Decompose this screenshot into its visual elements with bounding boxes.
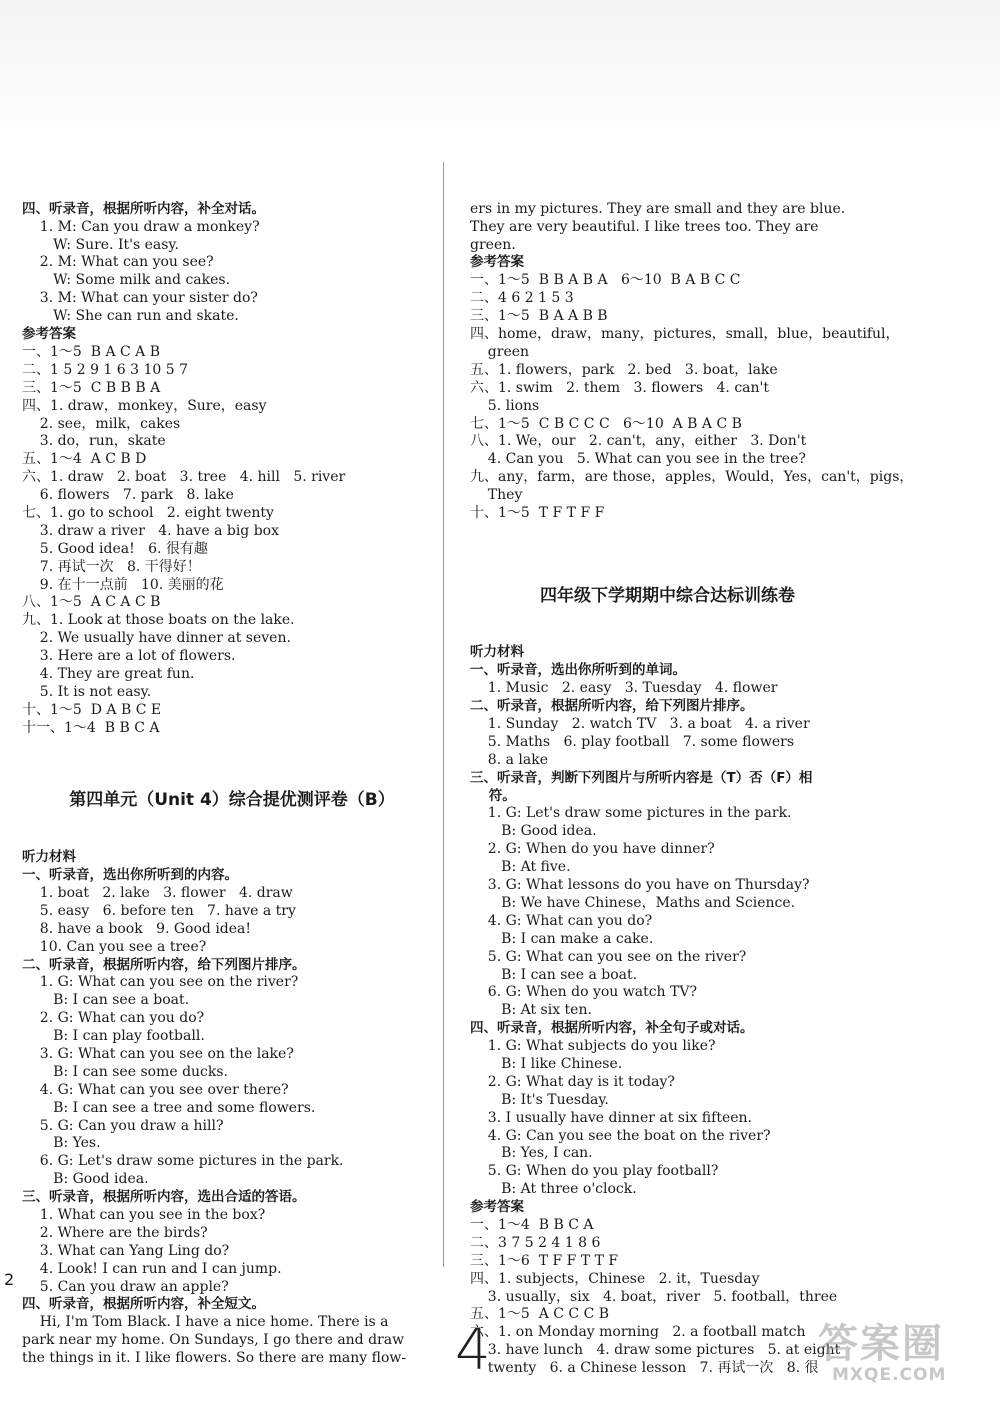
text-line: 1. boat 2. lake 3. flower 4. draw xyxy=(22,884,293,901)
text-line: 5. easy 6. before ten 7. have a try xyxy=(22,902,296,919)
text-line: 参考答案 xyxy=(22,326,76,343)
text-line: 5. G: When do you play football? xyxy=(470,1163,719,1180)
text-line: 2. G: What day is it today? xyxy=(470,1073,675,1090)
text-line: 2. G: What can you do? xyxy=(22,1010,205,1027)
text-line: 四、听录音，根据所听内容，补全对话。 xyxy=(22,200,265,217)
text-line: 2. M: What can you see? xyxy=(22,254,214,271)
section-title-unit4: 第四单元（Unit 4）综合提优测评卷（B） xyxy=(69,790,395,811)
text-line: W: Sure. It's easy. xyxy=(22,236,179,253)
text-line: B: Good idea. xyxy=(22,1171,149,1188)
text-line: 七、1. go to school 2. eight twenty xyxy=(22,504,274,521)
text-line: 五、1～5 A C C C B xyxy=(470,1306,610,1323)
text-line: twenty 6. a Chinese lesson 7. 再试一次 8. 很 xyxy=(470,1360,819,1377)
handwritten-number: 4 xyxy=(455,1318,491,1383)
text-line: B: Good idea. xyxy=(470,823,597,840)
text-line: 3. M: What can your sister do? xyxy=(22,290,258,307)
text-line: 10. Can you see a tree? xyxy=(22,938,207,955)
watermark-url: MXQE.COM xyxy=(832,1365,947,1385)
text-line: B: I can see some ducks. xyxy=(22,1063,229,1080)
text-line: 1. G: What can you see on the river? xyxy=(22,974,299,991)
text-line: B: I can see a tree and some flowers. xyxy=(22,1099,316,1116)
text-line: 1. Sunday 2. watch TV 3. a boat 4. a river xyxy=(470,716,810,733)
text-line: 3. G: What can you see on the lake? xyxy=(22,1045,294,1062)
text-line: 1. G: Let's draw some pictures in the park. xyxy=(470,805,792,822)
text-line: 四、home，draw，many，pictures，small，blue，beautiful， xyxy=(470,326,900,343)
text-line: 一、听录音，选出你所听到的内容。 xyxy=(22,867,238,884)
text-line: 1. Music 2. easy 3. Tuesday 4. flower xyxy=(470,680,778,697)
text-line: 三、1～5 B A A B B xyxy=(470,308,608,325)
text-line: 4. They are great fun. xyxy=(22,665,195,682)
text-line: 9. 在十一点前 10. 美丽的花 xyxy=(22,576,224,593)
text-line: 听力材料 xyxy=(470,644,524,661)
text-line: B: I can see a boat. xyxy=(22,992,190,1009)
right-answer-block xyxy=(470,200,914,523)
text-line: the things in it. I like flowers. So there are many flow- xyxy=(22,1350,407,1367)
text-line: green xyxy=(470,343,530,360)
text-line: 5. G: What can you see on the river? xyxy=(470,948,747,965)
text-line: 2. see，milk，cakes xyxy=(22,415,181,432)
column-divider xyxy=(443,162,444,1267)
text-line: 6. G: Let's draw some pictures in the park. xyxy=(22,1153,344,1170)
text-line: 1. M: Can you draw a monkey? xyxy=(22,218,260,235)
text-line: 一、1～5 B B A B A 6～10 B A B C C xyxy=(470,272,741,289)
text-line: park near my home. On Sundays, I go there and draw xyxy=(22,1332,405,1349)
text-line: 六、1. on Monday morning 2. a football match xyxy=(470,1324,806,1341)
text-line: 符。 xyxy=(470,787,516,804)
text-line: They xyxy=(470,487,523,504)
left-listening-block xyxy=(22,849,442,1368)
text-line: They are very beautiful. I like trees too. They are xyxy=(470,218,819,235)
text-line: 8. a lake xyxy=(470,751,548,768)
text-line: 五、1. flowers，park 2. bed 3. boat，lake xyxy=(470,361,778,378)
text-line: ers in my pictures. They are small and they are blue. xyxy=(470,200,846,217)
text-line: 2. G: When do you have dinner? xyxy=(470,841,715,858)
left-answer-block xyxy=(22,201,442,738)
text-line: 参考答案 xyxy=(470,254,524,271)
text-line: W: She can run and skate. xyxy=(22,308,239,325)
text-line: 3. I usually have dinner at six fifteen. xyxy=(470,1109,752,1126)
text-line: green. xyxy=(470,236,516,253)
text-line: 二、1 5 2 9 1 6 3 10 5 7 xyxy=(22,361,189,378)
text-line: 十、1～5 T F T F F xyxy=(470,504,605,521)
text-line: 八、1. We，our 2. can't，any，either 3. Don't xyxy=(470,433,807,450)
text-line: 3. Here are a lot of flowers. xyxy=(22,648,236,665)
text-line: B: I can play football. xyxy=(22,1028,205,1045)
text-line: 4. G: What can you do? xyxy=(470,912,653,929)
text-line: 三、听录音，判断下列图片与所听内容是（T）否（F）相 xyxy=(470,769,813,786)
text-line: B: It's Tuesday. xyxy=(470,1091,609,1108)
left-column xyxy=(22,165,442,1386)
text-line: 参考答案 xyxy=(470,1199,524,1216)
text-line: B: I like Chinese. xyxy=(470,1055,623,1072)
text-line: 6. flowers 7. park 8. lake xyxy=(22,487,234,504)
text-line: 3. G: What lessons do you have on Thursday? xyxy=(470,877,810,894)
text-line: B: We have Chinese，Maths and Science. xyxy=(470,894,796,911)
watermark-text: 答案圈 xyxy=(818,1321,944,1367)
text-line: 九、any，farm，are those，apples，Would，Yes，can't，pigs， xyxy=(470,469,914,486)
text-line: 二、听录音，根据所听内容，给下列图片排序。 xyxy=(22,956,306,973)
text-line: B: At five. xyxy=(470,859,571,876)
text-line: 3. What can Yang Ling do? xyxy=(22,1242,230,1259)
text-line: 2. Where are the birds? xyxy=(22,1224,208,1241)
text-line: 十一、1～4 B B C A xyxy=(22,719,160,736)
text-line: 四、1. subjects，Chinese 2. it，Tuesday xyxy=(470,1270,760,1287)
text-line: 四、听录音，根据所听内容，补全短文。 xyxy=(22,1296,265,1313)
text-line: B: At three o'clock. xyxy=(470,1181,637,1198)
text-line: 8. have a book 9. Good idea! xyxy=(22,920,252,937)
section-title-midterm: 四年级下学期期中综合达标训练卷 xyxy=(540,585,795,606)
text-line: 二、3 7 5 2 4 1 8 6 xyxy=(470,1234,601,1251)
text-line: 五、1～4 A C B D xyxy=(22,451,147,468)
text-line: Hi, I'm Tom Black. I have a nice home. There is a xyxy=(22,1314,389,1331)
text-line: 1. What can you see in the box? xyxy=(22,1206,266,1223)
text-line: 3. draw a river 4. have a big box xyxy=(22,522,279,539)
text-line: B: I can see a boat. xyxy=(470,966,638,983)
text-line: 2. We usually have dinner at seven. xyxy=(22,630,291,647)
text-line: 5. Can you draw an apple? xyxy=(22,1278,229,1295)
text-line: 十、1～5 D A B C E xyxy=(22,701,162,718)
text-line: B: I can make a cake. xyxy=(470,930,654,947)
text-line: 三、听录音，根据所听内容，选出合适的答语。 xyxy=(22,1189,306,1206)
text-line: 四、1. draw，monkey，Sure，easy xyxy=(22,397,267,414)
text-line: 一、1～5 B A C A B xyxy=(22,343,161,360)
text-line: 八、1～5 A C A C B xyxy=(22,594,161,611)
text-line: W: Some milk and cakes. xyxy=(22,272,231,289)
text-line: 1. G: What subjects do you like? xyxy=(470,1038,716,1055)
text-line: 3. have lunch 4. draw some pictures 5. at eight xyxy=(470,1342,841,1359)
page-number: 2 xyxy=(4,1270,15,1289)
text-line: 4. Can you 5. What can you see in the tree? xyxy=(470,451,806,468)
text-line: 六、1. swim 2. them 3. flowers 4. can't xyxy=(470,379,769,396)
right-listening-block xyxy=(470,644,865,1378)
text-line: 5. lions xyxy=(470,397,540,414)
text-line: 4. G: What can you see over there? xyxy=(22,1081,289,1098)
text-line: 3. do，run，skate xyxy=(22,433,166,450)
text-line: 七、1～5 C B C C C 6～10 A B A C B xyxy=(470,415,742,432)
text-line: B: Yes, I can. xyxy=(470,1145,593,1162)
text-line: 4. G: Can you see the boat on the river? xyxy=(470,1127,771,1144)
text-line: 二、听录音，根据所听内容，给下列图片排序。 xyxy=(470,698,754,715)
text-line: 三、1～5 C B B B A xyxy=(22,379,161,396)
text-line: 3. usually，six 4. boat，river 5. football，three xyxy=(470,1288,838,1305)
text-line: 三、1～6 T F F T T F xyxy=(470,1252,619,1269)
text-line: 4. Look! I can run and I can jump. xyxy=(22,1260,282,1277)
text-line: 5. Maths 6. play football 7. some flowers xyxy=(470,733,795,750)
text-line: 7. 再试一次 8. 干得好！ xyxy=(22,558,201,575)
text-line: B: At six ten. xyxy=(470,1002,592,1019)
watermark-logo xyxy=(818,1312,988,1392)
text-line: 九、1. Look at those boats on the lake. xyxy=(22,612,295,629)
text-line: 5. G: Can you draw a hill? xyxy=(22,1117,224,1134)
text-line: 5. Good idea! 6. 很有趣 xyxy=(22,540,208,557)
text-line: 一、听录音，选出你所听到的单词。 xyxy=(470,662,686,679)
text-line: 5. It is not easy. xyxy=(22,683,152,700)
text-line: 6. G: When do you watch TV? xyxy=(470,984,697,1001)
text-line: B: Yes. xyxy=(22,1135,101,1152)
text-line: 六、1. draw 2. boat 3. tree 4. hill 5. river xyxy=(22,469,346,486)
text-line: 二、4 6 2 1 5 3 xyxy=(470,290,574,307)
page-background xyxy=(0,0,1000,150)
text-line: 四、听录音，根据所听内容，补全句子或对话。 xyxy=(470,1020,754,1037)
text-line: 一、1～4 B B C A xyxy=(470,1216,594,1233)
text-line: 听力材料 xyxy=(22,849,76,866)
